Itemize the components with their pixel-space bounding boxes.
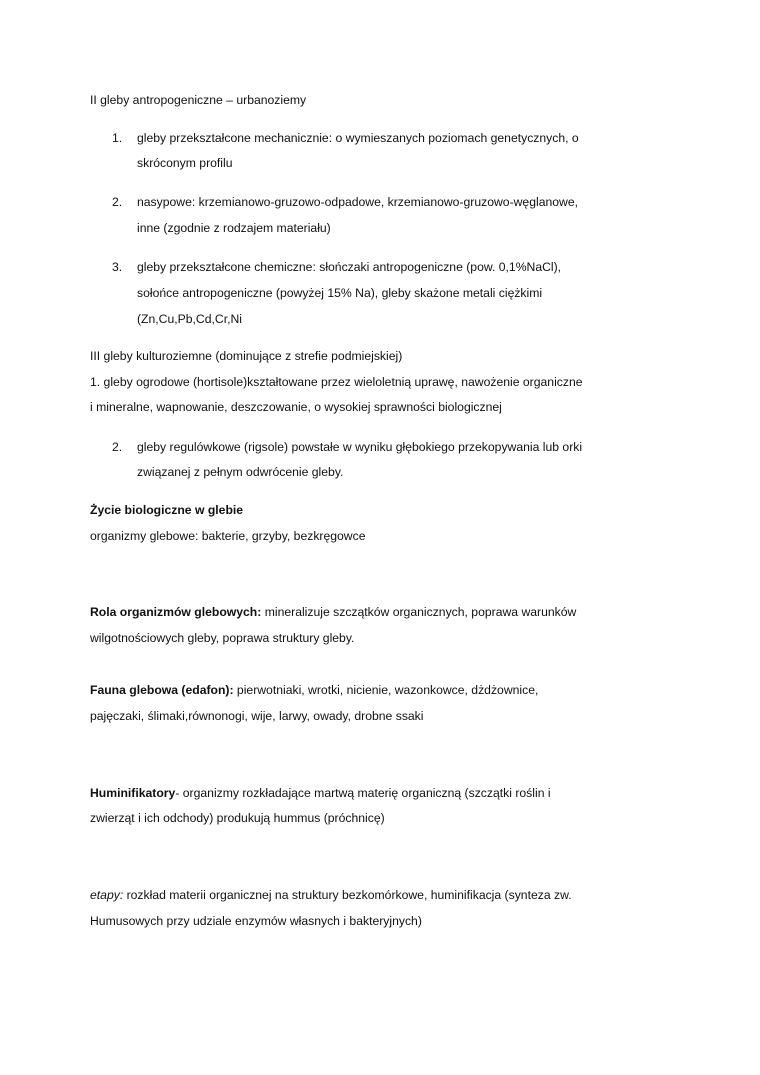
etapy-line-2: Humusowych przy udziale enzymów własnych i bakteryjnych) (90, 914, 422, 928)
fauna-label: Fauna glebowa (edafon): (90, 683, 234, 697)
rola-label: Rola organizmów glebowych: (90, 605, 262, 619)
fauna-line-1 (90, 682, 538, 698)
huminifikatory-line-1 (90, 785, 551, 801)
list-item-line: związanej z pełnym odwrócenie gleby. (137, 465, 344, 479)
etapy-label: etapy: (90, 888, 124, 902)
huminifikatory-text: - organizmy rozkładające martwą materię organiczną (szczątki roślin i (175, 786, 551, 800)
section-ii-heading: II gleby antropogeniczne – urbanoziemy (90, 93, 307, 107)
section-iii-heading: III gleby kulturoziemne (dominujące z strefie podmiejskiej) (90, 349, 403, 363)
list-item-line: sołońce antropogeniczne (powyżej 15% Na), gleby skażone metali ciężkimi (137, 286, 543, 300)
rola-line-1 (90, 604, 576, 620)
list-item-line: skróconym profilu (137, 156, 233, 170)
zycie-heading-text: Życie biologiczne w glebie (90, 503, 244, 517)
huminifikatory-label: Huminifikatory (90, 786, 176, 800)
rola-text: mineralizuje szczątków organicznych, poprawa warunków (261, 605, 577, 619)
list-item-line: gleby regulówkowe (rigsole) powstałe w wyniku głębokiego przekopywania lub orki (137, 440, 583, 454)
zycie-line: organizmy glebowe: bakterie, grzyby, bezkręgowce (90, 529, 366, 543)
etapy-line-1 (90, 887, 572, 903)
list-item-line: (Zn,Cu,Pb,Cd,Cr,Ni (137, 312, 242, 326)
paragraph-line: i mineralne, wapnowanie, deszczowanie, o wysokiej sprawności biologicznej (90, 400, 502, 414)
list-number: 2. (112, 440, 123, 454)
list-item-line: inne (zgodnie z rodzajem materiału) (137, 221, 331, 235)
rola-line-2: wilgotnościowych gleby, poprawa struktury gleby. (90, 631, 355, 645)
list-item-line: gleby przekształcone chemiczne: słończaki antropogeniczne (pow. 0,1%NaCl), (137, 260, 562, 274)
paragraph-line: 1. gleby ogrodowe (hortisole)kształtowane przez wieloletnią uprawę, nawożenie organiczne (90, 375, 583, 389)
huminifikatory-line-2: zwierząt i ich odchody) produkują hummus (próchnicę) (90, 811, 385, 825)
etapy-text: rozkład materii organicznej na struktury bezkomórkowe, huminifikacja (synteza zw. (123, 888, 572, 902)
list-number: 2. (112, 195, 123, 209)
fauna-line-2: pajęczaki, ślimaki,równonogi, wije, larwy, owady, drobne ssaki (90, 709, 424, 723)
list-item-line: nasypowe: krzemianowo-gruzowo-odpadowe, krzemianowo-gruzowo-węglanowe, (137, 195, 578, 209)
list-number: 3. (112, 260, 123, 274)
list-item-line: gleby przekształcone mechanicznie: o wymieszanych poziomach genetycznych, o (137, 131, 579, 145)
list-number: 1. (112, 131, 123, 145)
fauna-text: pierwotniaki, wrotki, nicienie, wazonkowce, dżdżownice, (233, 683, 539, 697)
zycie-heading (90, 502, 243, 518)
